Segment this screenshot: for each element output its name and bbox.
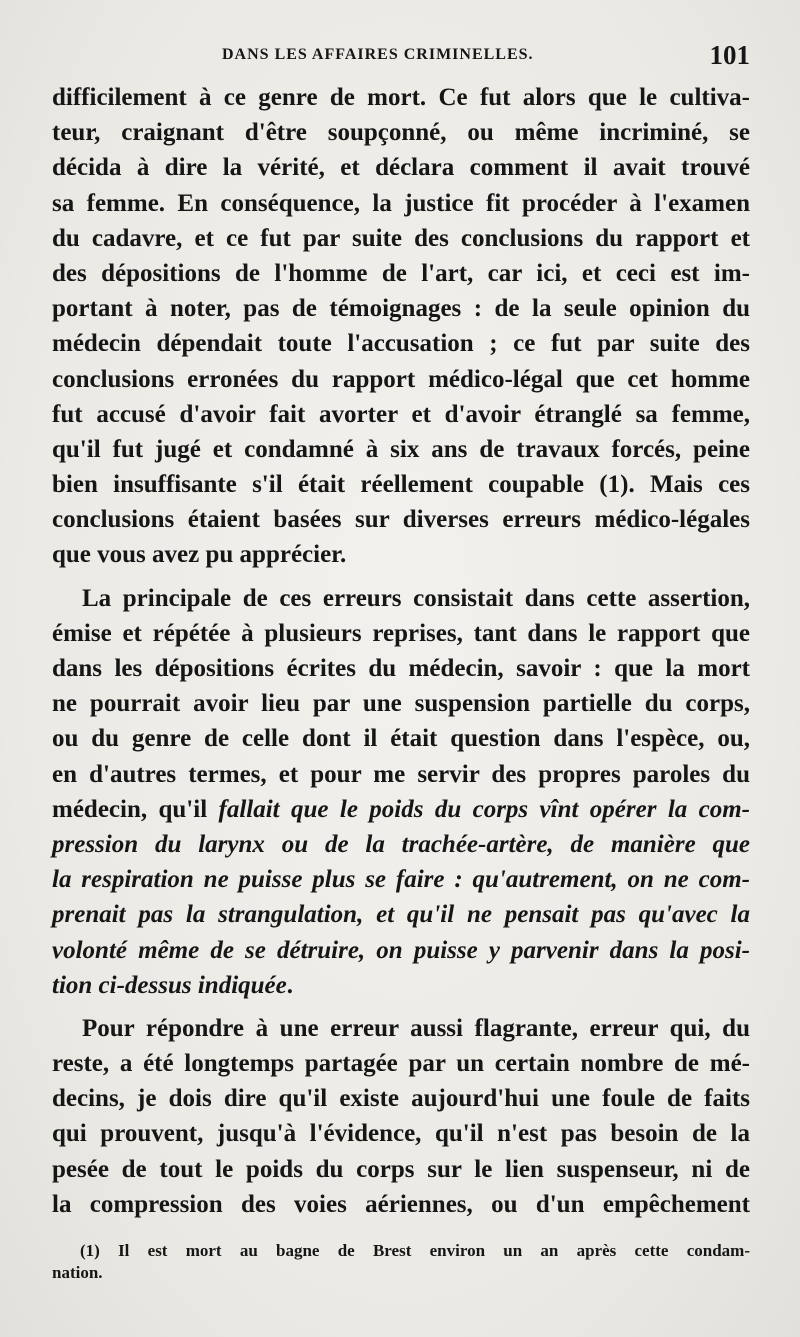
italic-quote: tion ci-dessus indiquée: [52, 971, 287, 999]
text-line: qui prouvent, jusqu'à l'évidence, qu'il n'est pas besoin de la: [52, 1120, 750, 1148]
footnote-line: nation.: [52, 1263, 103, 1282]
text-line-mixed: [52, 968, 750, 1003]
italic-quote-line: volonté même de se détruire, on puisse y parvenir dans la posi-: [52, 936, 750, 964]
text-line: fut accusé d'avoir fait avorter et d'avoir étranglé sa femme,: [52, 400, 750, 428]
text-line: teur, craignant d'être soupçonné, ou même incriminé, se: [52, 119, 750, 147]
text-line: difficilement à ce genre de mort. Ce fut alors que le cultiva-: [52, 84, 750, 111]
italic-quote: fallait que le poids du corps vînt opérer la com-: [218, 795, 751, 823]
body-text: [52, 80, 750, 1222]
text-line: reste, a été longtemps partagée par un certain nombre de mé-: [52, 1050, 750, 1078]
text-line-mixed: [52, 792, 750, 827]
text-line: que vous avez pu apprécier.: [52, 541, 347, 569]
text-line: des dépositions de l'homme de l'art, car ici, et ceci est im-: [52, 259, 750, 287]
footnote-line: (1) Il est mort au bagne de Brest environ un an après cette condam-: [80, 1241, 750, 1260]
text-line: dans les dépositions écrites du médecin, savoir : que la mort: [52, 655, 750, 682]
italic-quote-line: la respiration ne puisse plus se faire : qu'autrement, on ne com-: [52, 866, 750, 894]
footnote: [52, 1240, 750, 1284]
text-line: la compression des voies aériennes, ou d'un empêchement: [52, 1190, 750, 1218]
text-line: conclusions erronées du rapport médico-légal que cet homme: [52, 365, 750, 393]
text-line: portant à noter, pas de témoignages : de la seule opinion du: [52, 295, 750, 323]
text-line: Pour répondre à une erreur aussi flagrante, erreur qui, du: [82, 1014, 750, 1042]
page-number: 101: [709, 40, 750, 70]
text-line: décida à dire la vérité, et déclara comment il avait trouvé: [52, 154, 750, 182]
text-line: La principale de ces erreurs consistait dans cette assertion,: [82, 584, 750, 612]
text-line: conclusions étaient basées sur diverses erreurs médico-légales: [52, 506, 750, 534]
text-line: decins, je dois dire qu'il existe aujourd'hui une foule de faits: [52, 1085, 750, 1113]
text-line: médecin dépendait toute l'accusation ; ce fut par suite des: [52, 330, 750, 358]
text-line: bien insuffisante s'il était réellement coupable (1). Mais ces: [52, 471, 750, 499]
text-run: .: [286, 971, 293, 999]
page-header: [52, 40, 756, 80]
text-line: pesée de tout le poids du corps sur le lien suspenseur, ni de: [52, 1155, 750, 1183]
text-line: émise et répétée à plusieurs reprises, tant dans le rapport que: [52, 619, 750, 647]
text-line: en d'autres termes, et pour me servir des propres paroles du: [52, 760, 750, 788]
text-line: ou du genre de celle dont il était question dans l'espèce, ou,: [52, 725, 750, 753]
italic-quote-line: pression du larynx ou de la trachée-artère, de manière que: [52, 830, 750, 858]
text-line: ne pourrait avoir lieu par une suspension partielle du corps,: [52, 690, 750, 718]
text-line: du cadavre, et ce fut par suite des conclusions du rapport et: [52, 224, 750, 252]
italic-quote-line: prenait pas la strangulation, et qu'il ne pensait pas qu'avec la: [52, 901, 750, 929]
text-run: médecin, qu'il: [52, 795, 219, 823]
running-title: DANS LES AFFAIRES CRIMINELLES.: [222, 46, 534, 63]
text-line: sa femme. En conséquence, la justice fit procéder à l'examen: [52, 189, 750, 217]
text-line: qu'il fut jugé et condamné à six ans de travaux forcés, peine: [52, 435, 750, 463]
